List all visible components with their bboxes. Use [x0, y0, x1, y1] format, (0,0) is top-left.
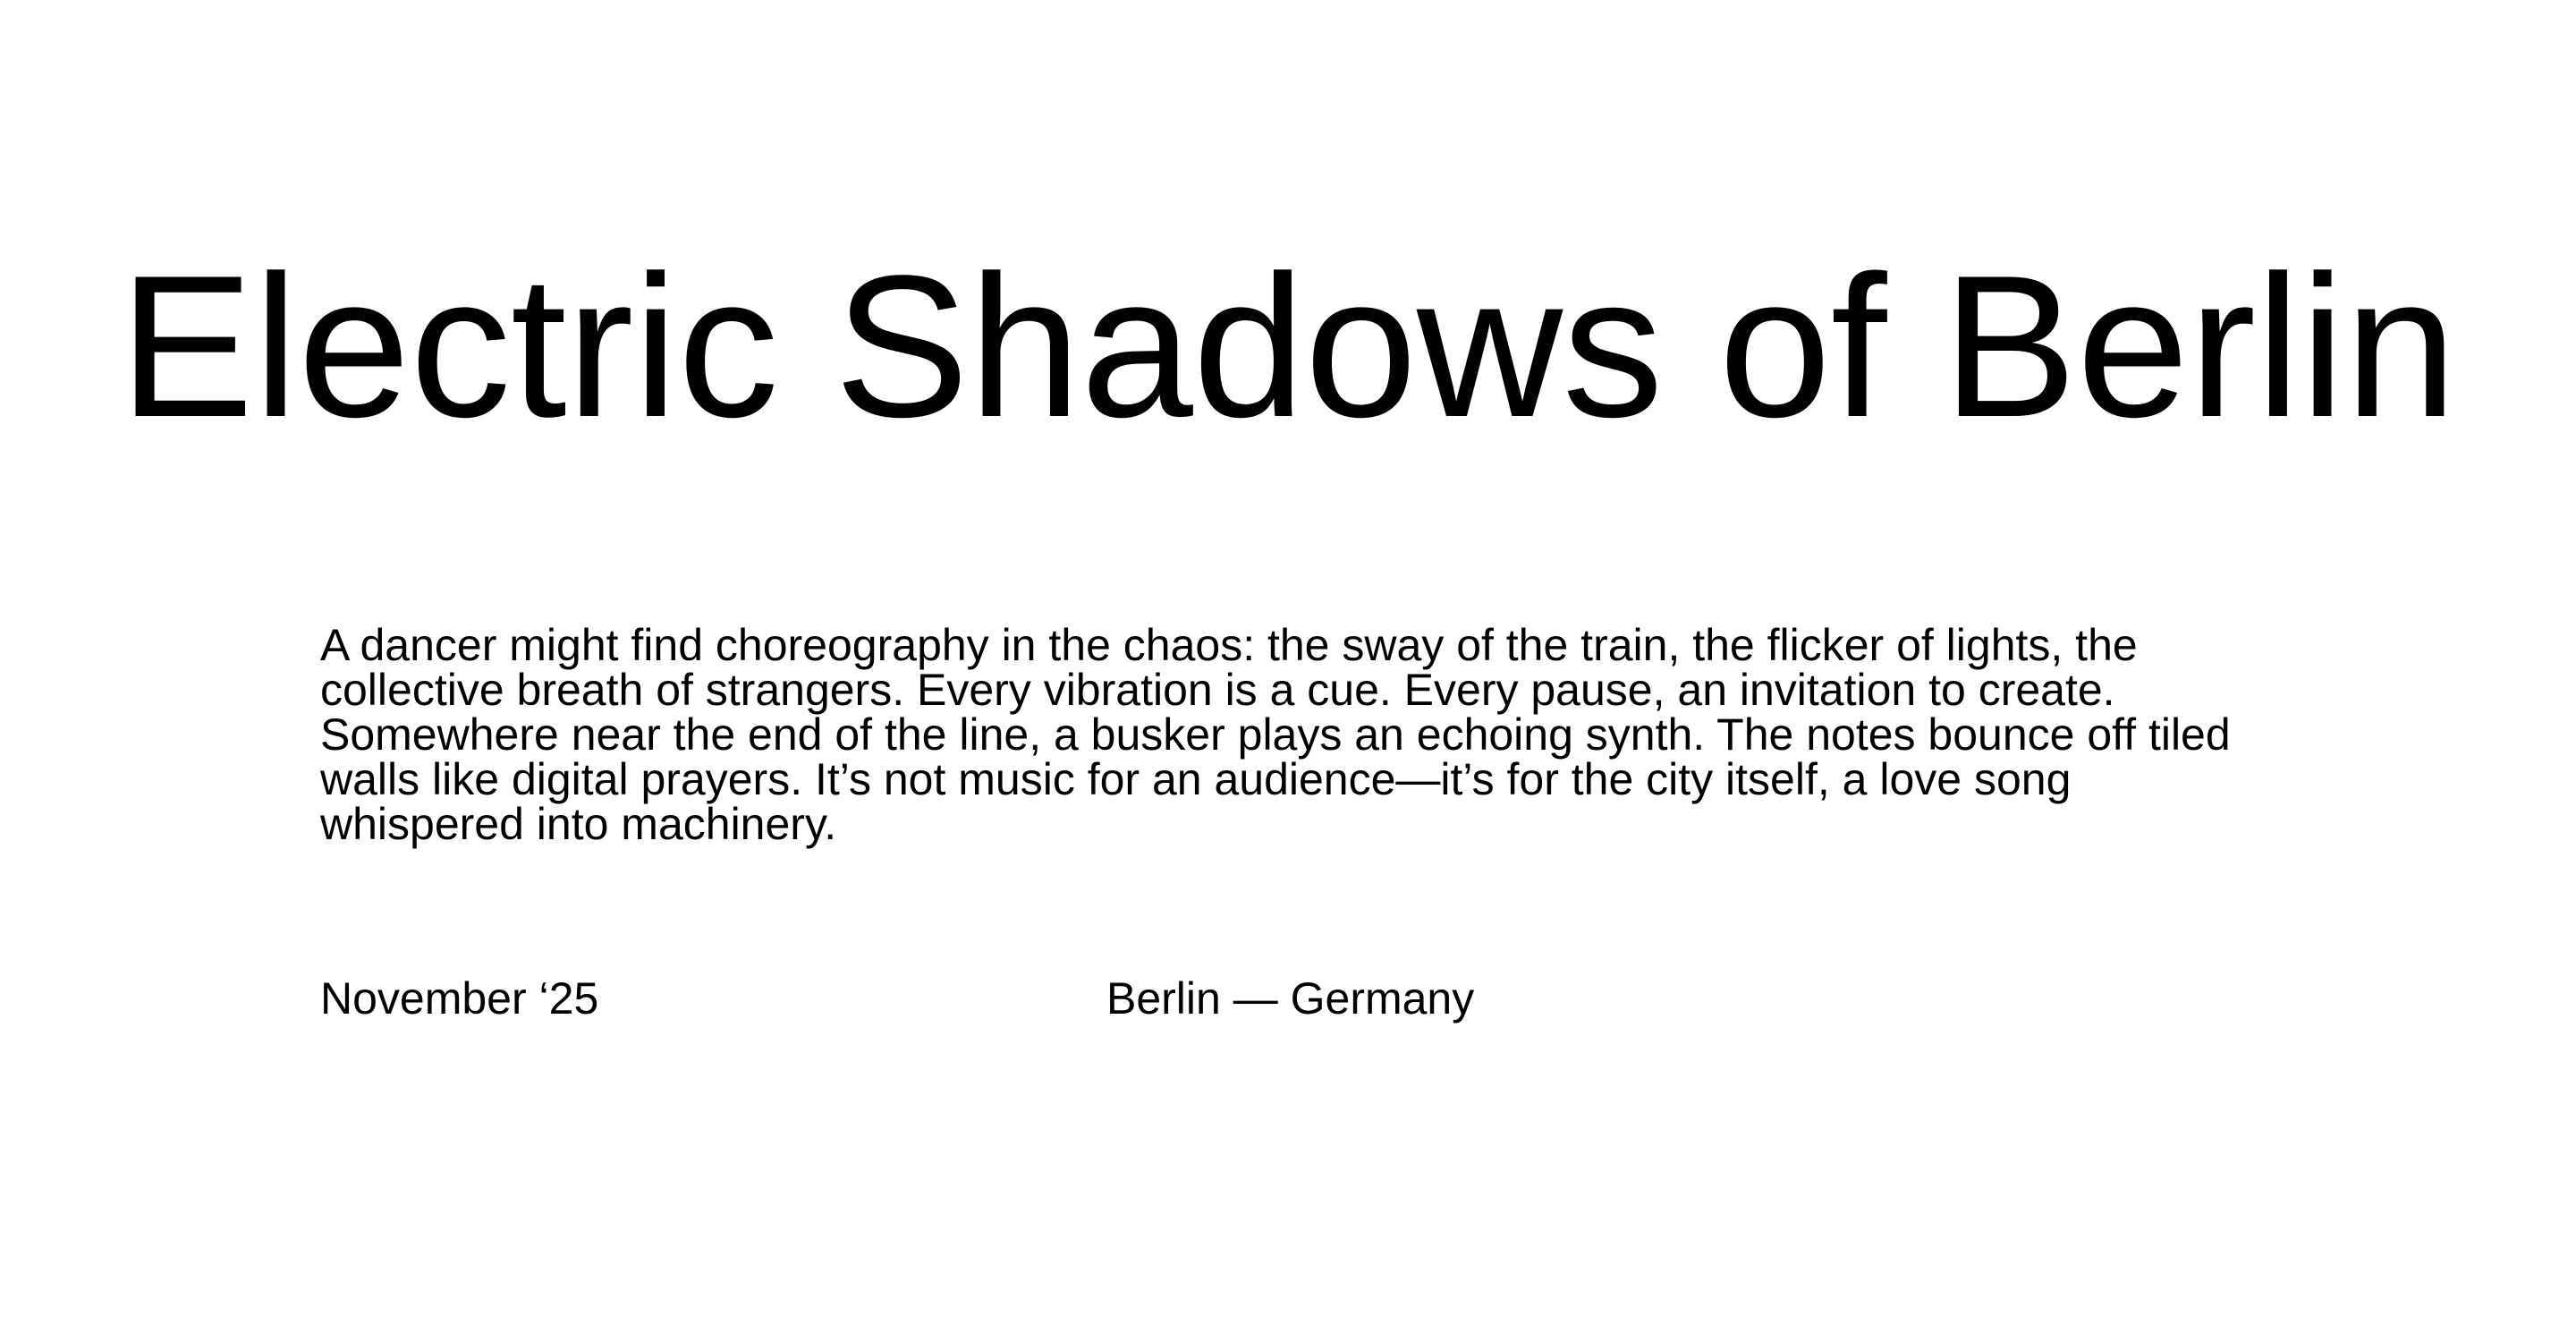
paragraph-line: collective breath of strangers. Every vibration is a cue. Every pause, an invitation to create.: [320, 665, 2115, 715]
paragraph-line: walls like digital prayers. It’s not music for an audience—it’s for the city itself, a love song: [320, 754, 2072, 804]
article-paragraph: [320, 620, 2231, 849]
date-label: November ‘25: [320, 973, 599, 1023]
paragraph-line: Somewhere near the end of the line, a busker plays an echoing synth. The notes bounce off tiled: [320, 709, 2231, 760]
page-title: Electric Shadows of Berlin: [119, 233, 2457, 460]
paragraph-line: whispered into machinery.: [320, 799, 837, 849]
paragraph-line: A dancer might find choreography in the chaos: the sway of the train, the flicker of lights, the: [320, 620, 2138, 670]
location-label: Berlin — Germany: [1106, 973, 1475, 1023]
